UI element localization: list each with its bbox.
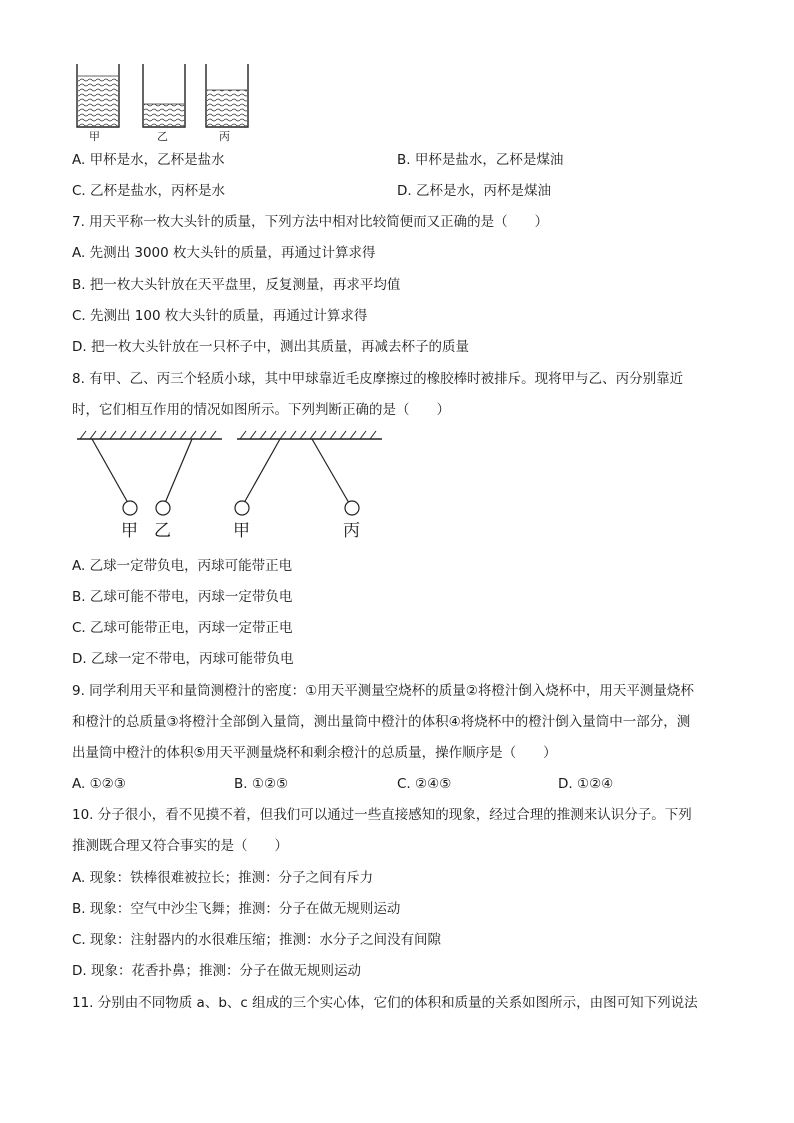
ceiling-left bbox=[77, 431, 222, 439]
q10-option-b[interactable]: B. 现象：空气中沙尘飞舞；推测：分子在做无规则运动 bbox=[72, 901, 401, 917]
ball-yi bbox=[156, 501, 170, 515]
q6-option-d[interactable]: D. 乙杯是水，丙杯是煤油 bbox=[397, 183, 551, 199]
q9-stem-line-2: 和橙汁的总质量③将橙汁全部倒入量筒，测出量筒中橙汁的体积④将烧杯中的橙汁倒入量筒中一部分，测 bbox=[72, 714, 691, 730]
q7-option-c[interactable]: C. 先测出 100 枚大头针的质量，再通过计算求得 bbox=[72, 308, 368, 324]
q8-option-a[interactable]: A. 乙球一定带负电，丙球可能带正电 bbox=[72, 558, 293, 574]
q9-option-c[interactable]: C. ②④⑤ bbox=[397, 776, 452, 792]
q11-stem: 11. 分别由不同物质 a、b、c 组成的三个实心体，它们的体积和质量的关系如图所示，由图可知下列说法 bbox=[72, 995, 698, 1011]
q10-option-a[interactable]: A. 现象：铁棒很难被拉长；推测：分子之间有斥力 bbox=[72, 870, 374, 886]
ball-label-jia-right: 甲 bbox=[233, 521, 250, 541]
ball-jia-right bbox=[235, 501, 249, 515]
ball-jia-left bbox=[123, 501, 137, 515]
ball-label-yi: 乙 bbox=[154, 521, 171, 541]
q8-option-c[interactable]: C. 乙球可能带正电，丙球一定带正电 bbox=[72, 620, 293, 636]
q6-option-b[interactable]: B. 甲杯是盐水，乙杯是煤油 bbox=[397, 152, 564, 168]
string-yi bbox=[165, 439, 192, 503]
ceiling-right bbox=[237, 431, 382, 439]
beaker-label-bing: 丙 bbox=[219, 130, 230, 143]
q9-option-a[interactable]: A. ①②③ bbox=[72, 776, 126, 792]
beaker-figure bbox=[72, 62, 272, 132]
q8-option-b[interactable]: B. 乙球可能不带电，丙球一定带负电 bbox=[72, 589, 293, 605]
q7-stem: 7. 用天平称一枚大头针的质量，下列方法中相对比较简便而又正确的是（ ） bbox=[72, 214, 549, 230]
ball-bing bbox=[345, 501, 359, 515]
string-jia-right bbox=[244, 439, 280, 503]
q9-stem-line-1: 9. 同学利用天平和量筒测橙汁的密度：①用天平测量空烧杯的质量②将橙汁倒入烧杯中，用天平测量烧杯 bbox=[72, 683, 694, 699]
beaker-yi bbox=[143, 64, 185, 127]
q8-option-d[interactable]: D. 乙球一定不带电，丙球可能带负电 bbox=[72, 651, 294, 667]
beaker-label-jia: 甲 bbox=[89, 130, 100, 143]
beaker-bing bbox=[206, 64, 248, 127]
q6-option-c[interactable]: C. 乙杯是盐水，丙杯是水 bbox=[72, 183, 226, 199]
ball-label-jia-left: 甲 bbox=[121, 521, 138, 541]
beaker-jia bbox=[77, 64, 119, 127]
string-jia-left bbox=[92, 439, 128, 503]
q7-option-b[interactable]: B. 把一枚大头针放在天平盘里，反复测量，再求平均值 bbox=[72, 277, 401, 293]
q10-option-d[interactable]: D. 现象：花香扑鼻；推测：分子在做无规则运动 bbox=[72, 963, 361, 979]
q9-option-d[interactable]: D. ①②④ bbox=[558, 776, 614, 792]
q10-stem-line-1: 10. 分子很小，看不见摸不着，但我们可以通过一些直接感知的现象，经过合理的推测来认识分子。下列 bbox=[72, 807, 692, 823]
q7-option-a[interactable]: A. 先测出 3000 枚大头针的质量，再通过计算求得 bbox=[72, 245, 376, 261]
q10-option-c[interactable]: C. 现象：注射器内的水很难压缩；推测：水分子之间没有间隙 bbox=[72, 932, 442, 948]
q7-option-d[interactable]: D. 把一枚大头针放在一只杯子中，测出其质量，再减去杯子的质量 bbox=[72, 339, 469, 355]
ball-label-bing: 丙 bbox=[343, 521, 360, 541]
hanging-balls-figure bbox=[72, 428, 392, 518]
string-bing bbox=[312, 439, 349, 503]
q9-stem-line-3: 出量筒中橙汁的体积⑤用天平测量烧杯和剩余橙汁的总质量，操作顺序是（ ） bbox=[72, 745, 557, 761]
q10-stem-line-2: 推测既合理又符合事实的是（ ） bbox=[72, 838, 288, 854]
q9-option-b[interactable]: B. ①②⑤ bbox=[234, 776, 289, 792]
beaker-label-yi: 乙 bbox=[157, 130, 168, 143]
q6-option-a[interactable]: A. 甲杯是水，乙杯是盐水 bbox=[72, 152, 225, 168]
q8-stem-line-1: 8. 有甲、乙、丙三个轻质小球，其中甲球靠近毛皮摩擦过的橡胶棒时被排斥。现将甲与乙、丙分别靠近 bbox=[72, 371, 684, 387]
q8-stem-line-2: 时，它们相互作用的情况如图所示。下列判断正确的是（ ） bbox=[72, 402, 450, 418]
